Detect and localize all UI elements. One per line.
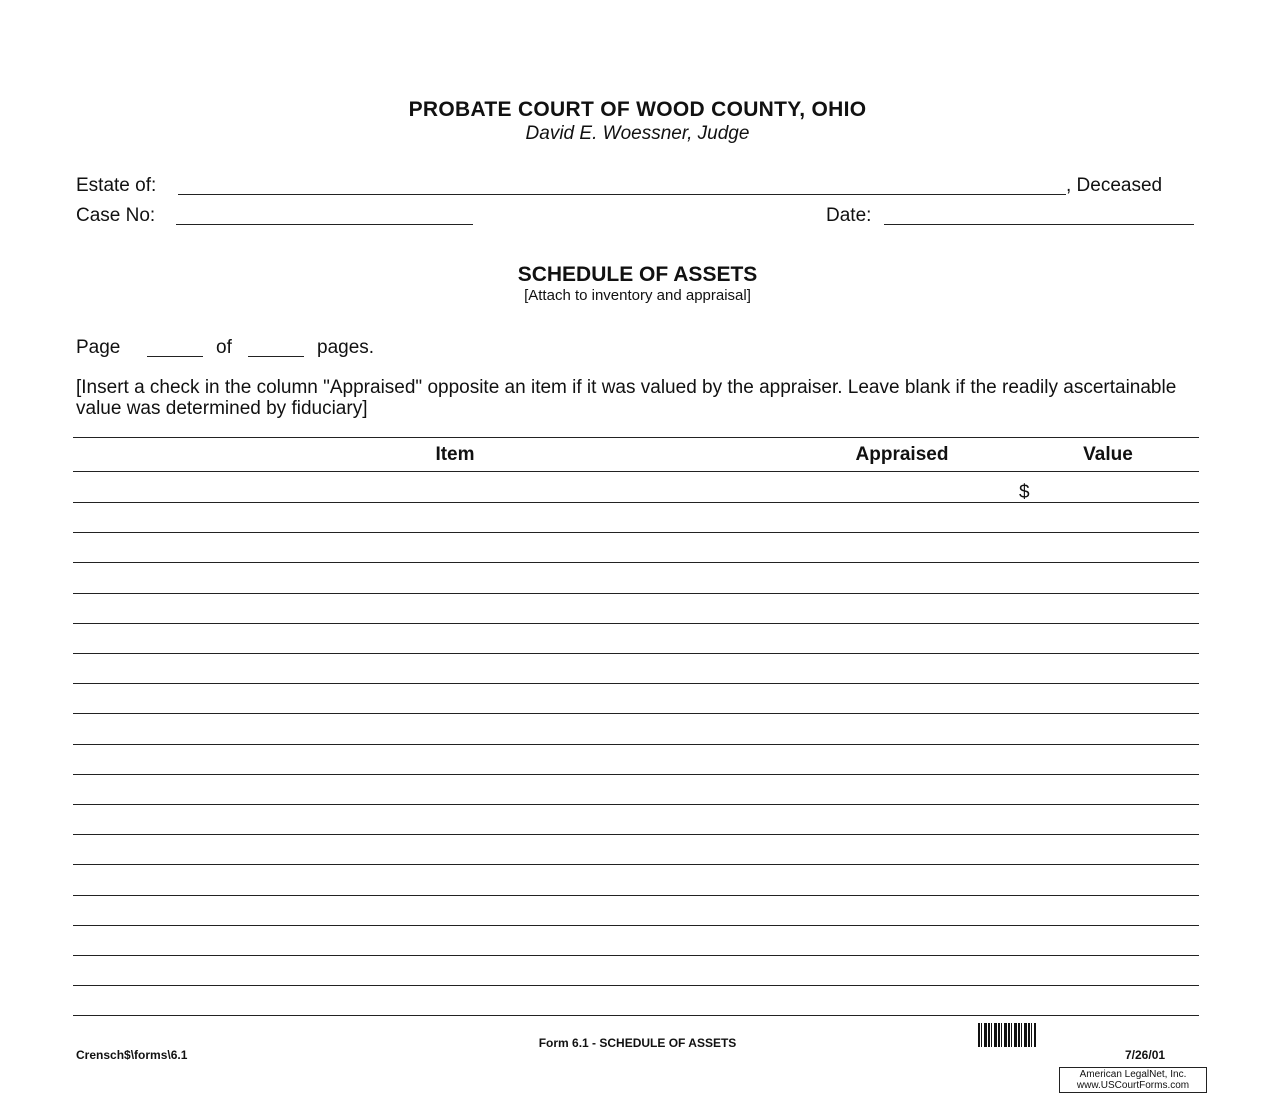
table-row[interactable] (73, 985, 1199, 986)
table-row[interactable] (73, 864, 1199, 865)
table-row[interactable] (73, 683, 1199, 684)
table-row[interactable] (73, 804, 1199, 805)
table-row[interactable] (73, 955, 1199, 956)
instructions-text: [Insert a check in the column "Appraised" opposite an item if it was valued by the appraiser. Leave blank if the readily ascertainable value was determined by fiduciary] (76, 377, 1177, 419)
table-row[interactable] (73, 774, 1199, 775)
estate-input-line[interactable] (178, 194, 1066, 195)
table-row[interactable] (73, 623, 1199, 624)
schedule-subtitle: [Attach to inventory and appraisal] (524, 287, 751, 304)
publisher-box (1059, 1067, 1207, 1093)
deceased-label: , Deceased (1066, 175, 1163, 196)
table-row[interactable] (73, 834, 1199, 835)
publisher-name: American LegalNet, Inc. (1079, 1069, 1187, 1080)
table-row[interactable] (73, 653, 1199, 654)
currency-symbol: $ (1019, 482, 1030, 503)
table-row[interactable] (73, 593, 1199, 594)
case-number-label: Case No: (76, 205, 156, 226)
judge-name: David E. Woessner, Judge (525, 123, 750, 144)
table-row[interactable] (73, 532, 1199, 533)
barcode-icon (978, 1023, 1036, 1047)
page-label: Page (76, 337, 121, 358)
pages-label: pages. (317, 337, 375, 358)
table-top-rule (73, 437, 1199, 438)
form-date: 7/26/01 (1125, 1048, 1166, 1062)
column-header-item: Item (435, 444, 475, 465)
table-row[interactable] (73, 895, 1199, 896)
publisher-url: www.USCourtForms.com (1076, 1080, 1190, 1091)
page-number-input-line[interactable] (147, 356, 203, 357)
of-label: of (216, 337, 232, 358)
date-label: Date: (826, 205, 872, 226)
court-title: PROBATE COURT OF WOOD COUNTY, OHIO (408, 98, 867, 121)
date-input-line[interactable] (884, 224, 1194, 225)
table-row[interactable] (73, 1015, 1199, 1016)
table-row[interactable] (73, 502, 1199, 503)
table-header-rule (73, 471, 1199, 472)
schedule-title: SCHEDULE OF ASSETS (517, 263, 758, 286)
table-row[interactable] (73, 744, 1199, 745)
case-number-input-line[interactable] (176, 224, 473, 225)
table-row[interactable] (73, 562, 1199, 563)
estate-label: Estate of: (76, 175, 157, 196)
form-name: Form 6.1 - SCHEDULE OF ASSETS (538, 1036, 737, 1050)
column-header-appraised: Appraised (855, 444, 949, 465)
total-pages-input-line[interactable] (248, 356, 304, 357)
file-path: Crensch$\forms\6.1 (76, 1048, 188, 1062)
column-header-value: Value (1083, 444, 1133, 465)
table-row[interactable] (73, 925, 1199, 926)
table-row[interactable] (73, 713, 1199, 714)
